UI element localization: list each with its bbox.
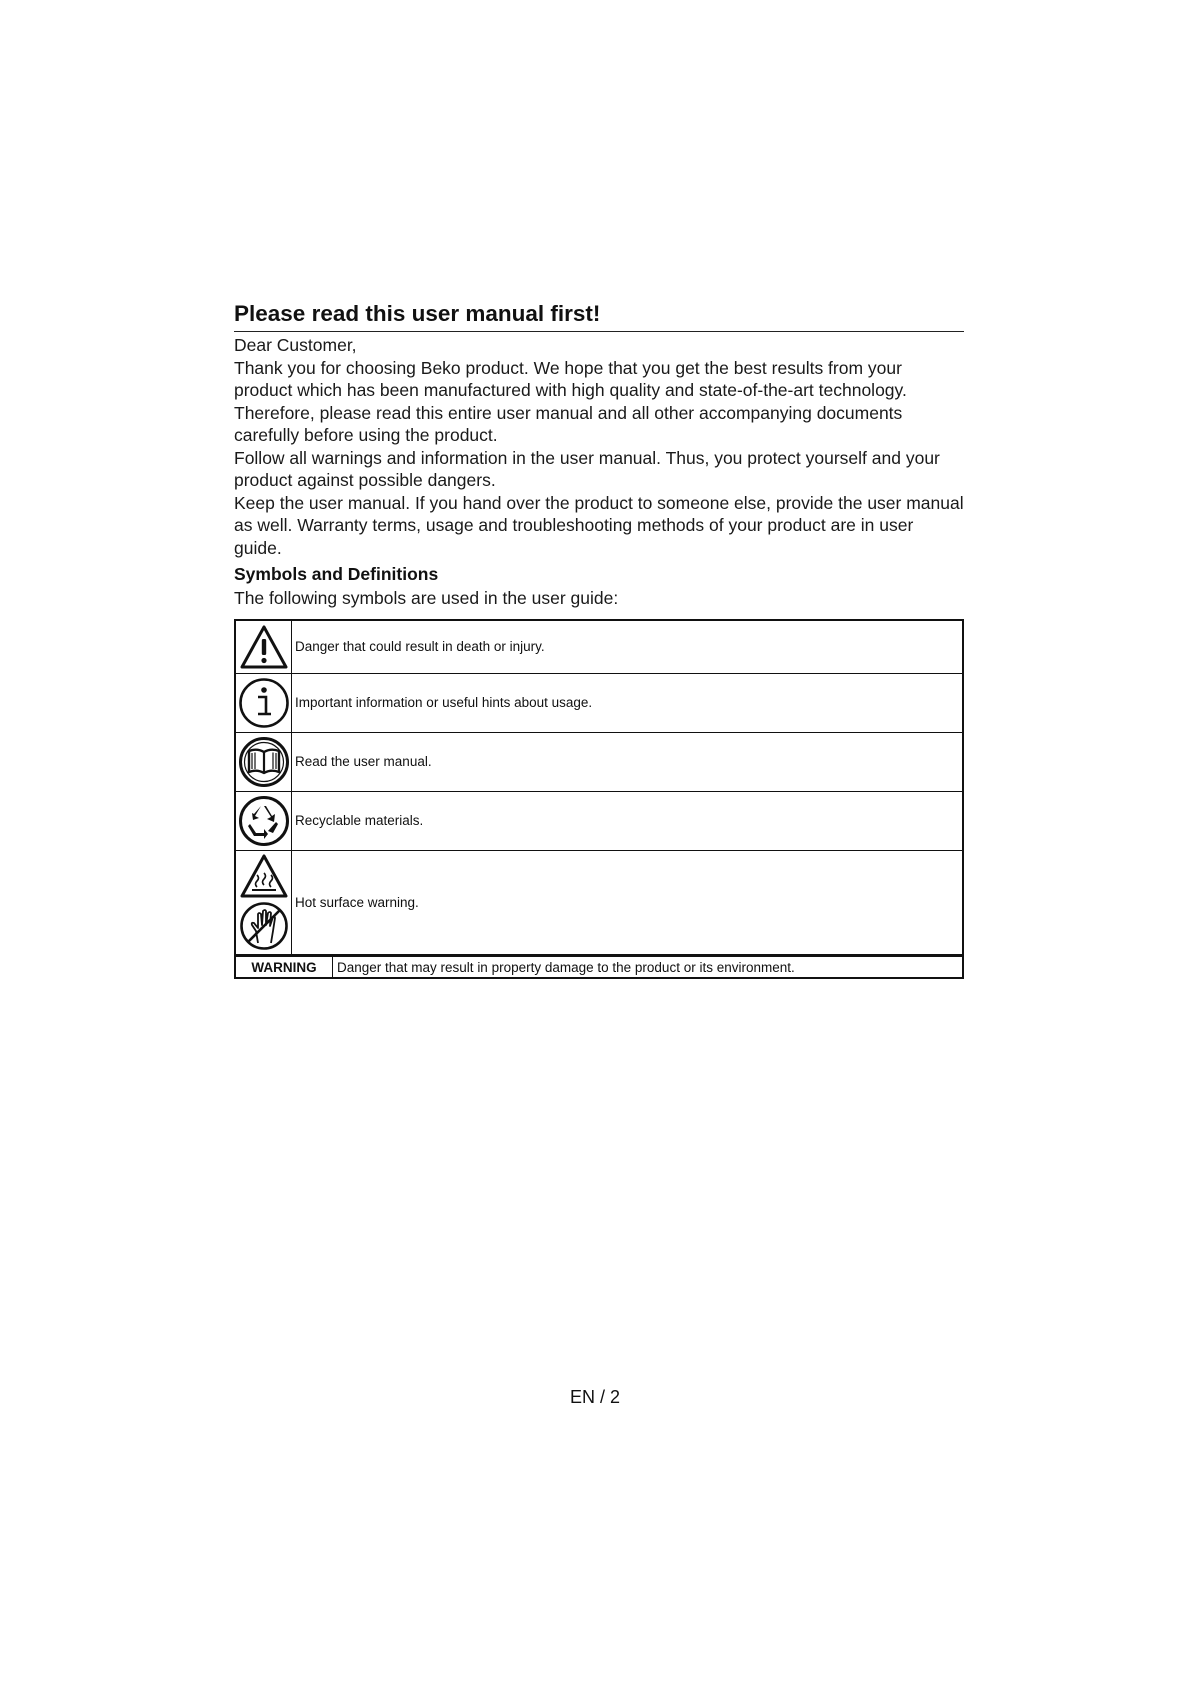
page-title: Please read this user manual first! bbox=[234, 300, 964, 332]
symbol-text: Danger that could result in death or injury. bbox=[292, 620, 964, 673]
table-row bbox=[235, 850, 963, 955]
warning-table bbox=[234, 956, 964, 979]
recycle-icon bbox=[235, 791, 292, 850]
symbol-text: Read the user manual. bbox=[292, 732, 964, 791]
intro-paragraph-1: Thank you for choosing Beko product. We hope that you get the best results from your product which has been manufactured with high quality and state-of-the-art technology. Therefore, please read this entire user manual and all other accompanying documents carefully before using the product. bbox=[234, 357, 907, 445]
intro-paragraph-3: Keep the user manual. If you hand over the product to someone else, provide the user manual as well. Warranty terms, usage and troubleshooting methods of your product are in user guide. bbox=[234, 492, 964, 558]
symbol-text: Important information or useful hints about usage. bbox=[292, 673, 964, 732]
page-content bbox=[234, 300, 964, 979]
symbols-table bbox=[234, 619, 964, 956]
symbol-text: Recyclable materials. bbox=[292, 791, 964, 850]
table-row bbox=[235, 673, 963, 732]
intro-paragraph-2: Follow all warnings and information in the user manual. Thus, you protect yourself and your product against possible dangers. bbox=[234, 447, 940, 490]
table-row bbox=[235, 791, 963, 850]
info-icon bbox=[235, 673, 292, 732]
symbols-heading: Symbols and Definitions bbox=[234, 564, 439, 584]
page-number: EN / 2 bbox=[569, 1387, 621, 1407]
warning-label: WARNING bbox=[235, 957, 333, 979]
danger-triangle-icon bbox=[235, 620, 292, 673]
no-touch-icon bbox=[239, 901, 289, 951]
warning-text: Danger that may result in property damage to the product or its environment. bbox=[333, 957, 964, 979]
hot-surface-icon bbox=[235, 850, 292, 955]
symbol-text: Hot surface warning. bbox=[292, 850, 964, 955]
symbols-intro: The following symbols are used in the user guide: bbox=[234, 588, 619, 608]
greeting: Dear Customer, bbox=[234, 335, 357, 355]
table-row bbox=[235, 620, 963, 673]
book-icon bbox=[235, 732, 292, 791]
table-row bbox=[235, 957, 963, 979]
hot-surface-triangle-icon bbox=[239, 853, 289, 899]
table-row bbox=[235, 732, 963, 791]
